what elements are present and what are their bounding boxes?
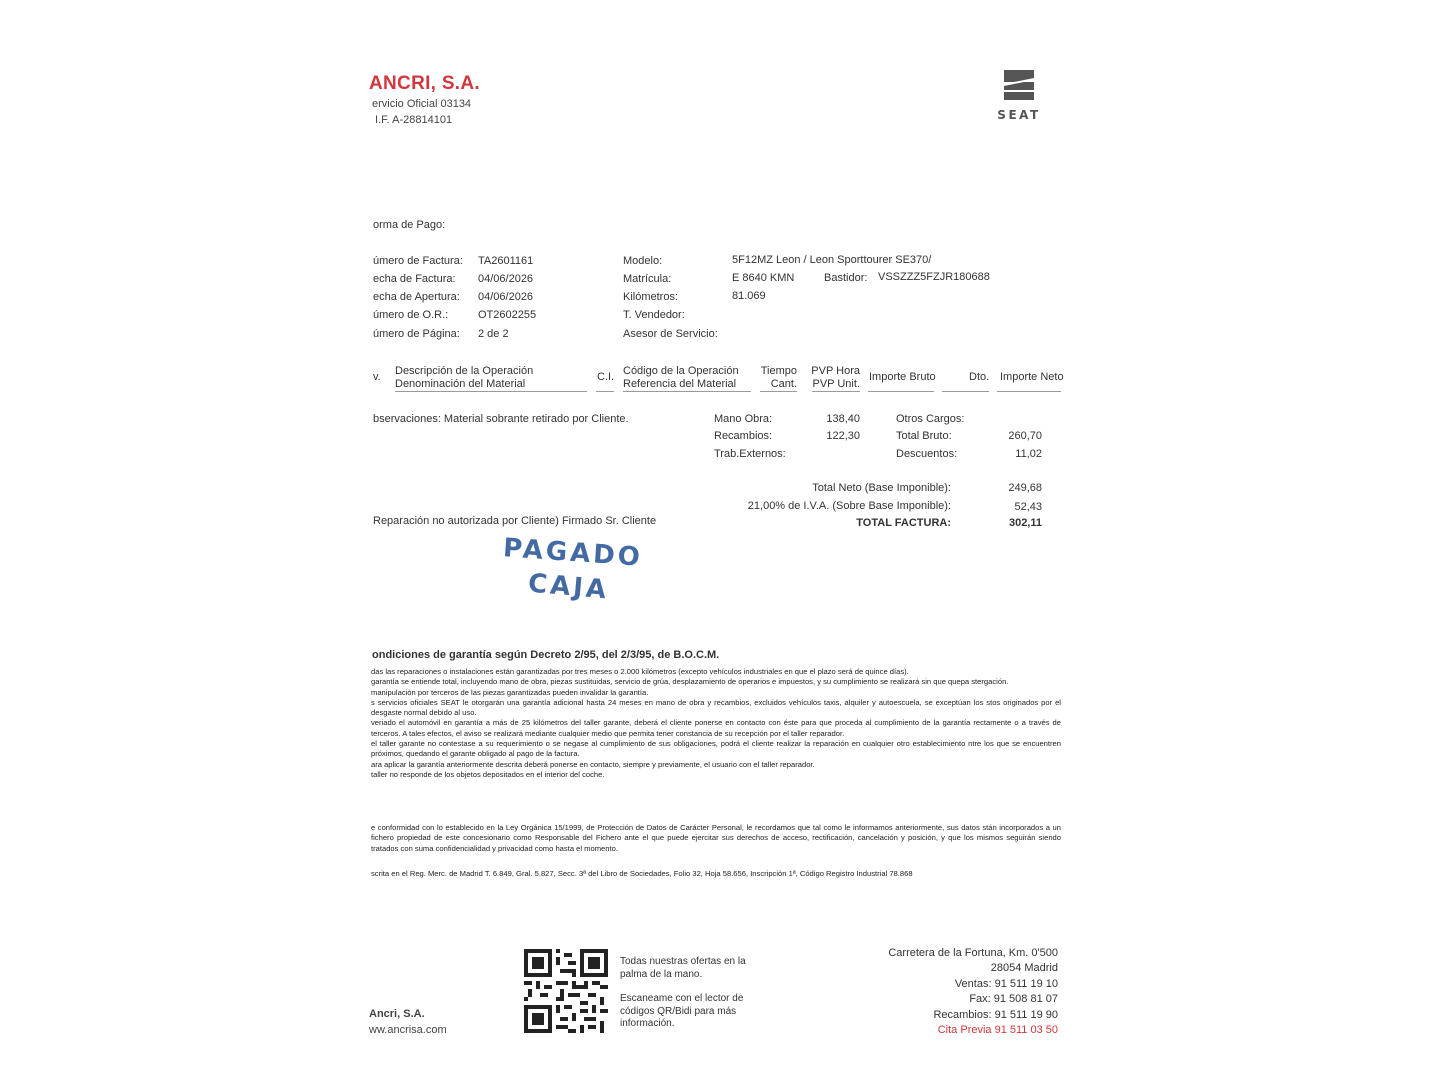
footer-sales-phone: Ventas: 91 511 19 10 [954,977,1058,990]
advisor-label: Asesor de Servicio: [623,328,718,340]
invoice-number-label: úmero de Factura: [373,255,463,267]
qr-scan-text: Escaneame con el lector de códigos QR/Bidi para más información. [620,993,744,1029]
warranty-paragraph: manipulación por terceros de las piezas garantizadas pueden invalidar la garantía. [371,687,649,697]
vat-value: 52,43 [1014,501,1042,513]
seat-brand-text: SEAT [997,108,1041,122]
footer-company: Ancri, S.A. [369,1008,425,1020]
or-number-label: úmero de O.R.: [373,309,449,321]
seat-logo [987,68,1051,122]
discounts-label: Descuentos: [896,448,958,460]
page-number-value: 2 de 2 [478,328,509,340]
footer-parts-phone: Recambios: 91 511 19 90 [933,1008,1058,1021]
footer-fax: Fax: 91 508 81 07 [969,993,1058,1006]
other-charges-label: Otros Cargos: [896,413,965,425]
vin-label: Bastidor: [824,272,868,284]
col-pvp-underline [812,391,860,392]
footer-contact [878,946,1058,1038]
or-number-value: OT2602255 [478,309,537,321]
col-time-header [740,365,797,390]
warranty-paragraph: ara aplicar la garantía anteriormente descrita deberá ponerse en contacto, siempre y previamente, el usuario con el taller reparador. [371,759,815,769]
col-discount-underline [942,391,989,392]
invoice-number-value: TA2601161 [478,255,534,267]
qr-offer-text: Todas nuestras ofertas en la palma de la mano. [620,956,746,980]
vat-label: 21,00% de I.V.A. (Sobre Base Imponible): [747,500,951,512]
col-pvp-header [800,365,860,390]
net-total-value: 249,68 [1008,482,1042,494]
net-total-label: Total Neto (Base Imponible): [812,482,951,494]
warranty-paragraph: el taller garante no contestase a su requerimiento o se negase al cumplimiento de sus obligaciones, podrá el cliente realizar la reparación en cualquier otro establecimiento ntre los que se encuentren próximos, quedando el garante obligado al pago de la factura. [371,739,1061,759]
paid-stamp-line1: PAGADO [502,533,644,573]
col-time-line2: Cant. [770,377,797,390]
warranty-paragraph: das las reparaciones o instalaciones están garantizadas por tres meses o 2.000 kilómetros (excepto vehículos industriales en que el plazo será de quince días). [371,667,909,676]
invoice-total-value: 302,11 [1008,517,1042,529]
warranty-paragraph: veriado el automóvil en garantía a más de 25 kilómetros del taller garante, deberá el cliente ponerse en contacto con éste para que proceda al cumplimiento de la garantía rectamente o a través de terceros. A tales efectos, el aviso se realizará mediante cualquier medio que permita tener constancia de su recepción por el taller reparador. [371,718,1061,738]
service-line: ervicio Oficial 03134 [372,98,472,110]
seller-label: T. Vendedor: [623,309,685,321]
qr-code-icon [524,949,608,1033]
col-description-line1: Descripción de la Operación [395,365,534,377]
external-work-label: Trab.Externos: [714,448,786,460]
labor-label: Mano Obra: [714,413,773,425]
observations-text: bservaciones: Material sobrante retirado por Cliente. [373,413,629,425]
labor-value: 138,40 [826,413,860,425]
col-code-header [623,365,739,390]
model-label: Modelo: [623,255,663,267]
col-gross-header: Importe Bruto [869,371,936,383]
parts-label: Recambios: [714,430,773,442]
col-net-underline [997,391,1061,392]
page-number-label: úmero de Página: [373,328,460,340]
invoice-total-label: TOTAL FACTURA: [856,517,951,529]
km-label: Kilómetros: [623,291,679,303]
col-ci-header: C.I. [597,371,615,383]
paid-stamp-line2: CAJA [526,568,611,606]
repair-note: Reparación no autorizada por Cliente) Firmado Sr. Cliente [373,515,657,527]
opening-date-value: 04/06/2026 [478,291,534,303]
gross-total-label: Total Bruto: [896,430,952,442]
plate-value: E 8640 KMN [732,272,795,284]
plate-label: Matrícula: [623,273,672,285]
col-code-underline [623,391,751,392]
payment-label: orma de Pago: [373,219,446,231]
warranty-conditions [371,667,1061,780]
registry-notice: scrita en el Reg. Merc. de Madrid T. 6.849, Gral. 5.827, Secc. 3ª del Libro de Sociedades, Folio 32, Hoja 58.656, Inscripción 1ª, Código Registro Industrial 78.868 [371,869,913,878]
col-pvp-line1: PVP Hora [811,365,860,377]
km-value: 81.069 [732,290,766,302]
opening-date-label: echa de Apertura: [373,291,460,303]
gross-total-value: 260,70 [1008,430,1042,442]
col-pvp-line2: PVP Unit. [812,377,860,390]
invoice-date-label: echa de Factura: [373,273,456,285]
warranty-title: ondiciones de garantía según Decreto 2/95, del 2/3/95, de B.O.C.M. [372,649,720,661]
privacy-notice: e conformidad con lo establecido en la Ley Orgánica 15/1999, de Protección de Datos de Carácter Personal, le recordamos que tal como le informamos anteriormente, sus datos stán incorporados a un fichero propiedad de este concesionario como Responsable del Fichero ante el que puede ejercitar sus derechos de acceso, rectificación, cancelación y posición, y que los mismos seguirán siendo tratados con suma confidencialidad y privacidad como hasta el momento. [371,823,1061,853]
company-name: ANCRI, S.A. [369,73,480,94]
invoice-date-value: 04/06/2026 [478,273,534,285]
col-code-line1: Código de la Operación [623,365,739,377]
warranty-paragraph: taller no responde de los objetos depositados en el interior del coche. [371,769,605,779]
warranty-paragraph: s servicios oficiales SEAT le otorgarán una garantía adicional hasta 24 meses en mano de obra y recambios, excluidos vehículos taxis, alquiler y autoescuela, se exceptúan los stos originados por el desgaste normal debido al uso. [371,697,1061,718]
col-description-line2: Denominación del Material [395,377,526,390]
col-code-line2: Referencia del Material [623,377,737,390]
vin-value: VSSZZZ5FZJR180688 [878,271,990,283]
footer-appointment-phone: Cita Previa 91 511 03 50 [937,1024,1058,1037]
model-value: 5F12MZ Leon / Leon Sporttourer SE370/ [732,254,932,266]
footer-address-line1: Carretera de la Fortuna, Km. 0'500 [888,947,1058,959]
col-ci-underline [596,391,614,392]
col-gross-underline [868,391,934,392]
footer-address-line2: 28054 Madrid [990,962,1058,975]
col-net-header: Importe Neto [1000,371,1064,383]
col-discount-header: Dto. [969,371,990,383]
col-description-header [395,365,533,390]
cif-line: I.F. A-28814101 [375,114,453,126]
col-v-header: v. [373,371,381,383]
warranty-paragraph: garantía se entiende total, incluyendo mano de obra, piezas sustituidas, servicio de grúa, desplazamiento de operarios e impuestos, y su cumplimiento se realizará sin que quepa stergación. [371,677,1009,687]
seat-s-icon [1001,68,1037,102]
footer-website[interactable]: ww.ancrisa.com [369,1024,447,1036]
col-description-underline [395,391,587,392]
parts-value: 122,30 [826,430,860,442]
col-time-line1: Tiempo [760,365,797,377]
discounts-value: 11,02 [1015,448,1042,460]
col-time-underline [760,391,797,392]
